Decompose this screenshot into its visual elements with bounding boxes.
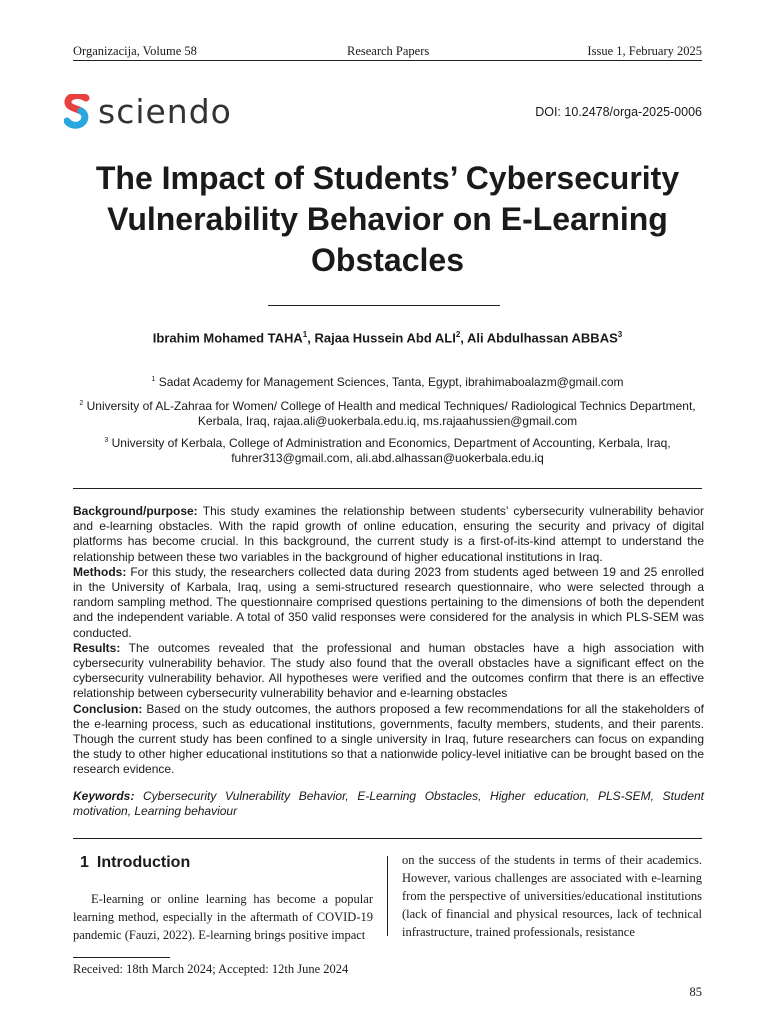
author-separator: ,: [307, 330, 315, 346]
affiliation-text: University of AL-Zahraa for Women/ College of Health and medical Techniques/ Radiological Technics Department, Kerbala, Iraq, rajaa.ali@uokerbala.edu.iq, ms.rajaahussien@gmail.com: [86, 399, 696, 428]
running-header: [73, 44, 702, 60]
abstract-methods: [73, 565, 704, 641]
abstract-text: This study examines the relationship between students’ cybersecurity vulnerability behavior and e-learning obstacles. With the rapid growth of online education, ensuring the security and privacy of digital platforms has become crucial. In this background, the current study is a first-of-its-kind attempt to understand the relationship between these two variables in the background of higher educational institutions in Iraq.: [73, 504, 704, 564]
intro-paragraph-right: on the success of the students in terms of their academics. However, various challenges are associated with e-learning from the perspective of universities/educational institutions (lack of financial and physical resources, lack of technical infrastructure, trained professionals, resistance: [402, 853, 702, 939]
header-rule: [73, 60, 702, 61]
affiliation: [73, 433, 702, 466]
abstract-conclusion: [73, 702, 704, 778]
affiliation-sup: 3: [104, 437, 109, 444]
section-title: Introduction: [96, 854, 191, 871]
section-number: 1: [80, 854, 89, 871]
doi: DOI: 10.2478/orga-2025-0006: [535, 105, 702, 119]
abstract-label: Results:: [73, 640, 121, 655]
affiliation: [73, 372, 702, 390]
abstract-label: Conclusion:: [73, 701, 143, 716]
left-column: [73, 854, 373, 944]
author-name: Rajaa Hussein Abd ALI: [314, 330, 456, 346]
page-number: 85: [689, 985, 702, 999]
author-sup: 3: [617, 330, 623, 339]
abstract-bottom-rule: [73, 838, 702, 839]
logo-wordmark: sciendo: [98, 92, 232, 131]
keywords-label: Keywords:: [73, 789, 135, 803]
sciendo-logo-icon: [64, 94, 90, 130]
affiliation-sup: 1: [151, 376, 156, 383]
column-divider: [387, 856, 388, 936]
author-name: Ibrahim Mohamed TAHA: [152, 330, 303, 346]
affiliation-text: Sadat Academy for Management Sciences, Tanta, Egypt, ibrahimaboalazm@gmail.com: [158, 375, 624, 389]
publisher-logo: [64, 92, 232, 131]
received-dates: Received: 18th March 2024; Accepted: 12th June 2024: [73, 962, 349, 976]
section-heading: [80, 854, 373, 872]
abstract-background: [73, 504, 704, 565]
journal-volume: Organizacija, Volume 58: [73, 44, 197, 58]
issue-date: Issue 1, February 2025: [587, 44, 702, 58]
abstract-text: The outcomes revealed that the professional and human obstacles have a high association with cybersecurity vulnerability behavior. The study also found that the overall obstacles have a significant effect on the cybersecurity vulnerability behavior. All hypotheses were verified and the outcomes confirm that there is an effective relationship between cybersecurity vulnerability behavior and e-learning obstacles: [73, 640, 704, 701]
abstract-text: For this study, the researchers collected data during 2023 from students aged between 19 and 25 enrolled in the University of Karbala, Iraq, using a semi-structured research questionnaire, who were selected through a random sampling method. The questionnaire comprised questions pertaining to the dimensions of both the dependent and the independent variable. A total of 350 valid responses were considered for the analysis in which PLS-SEM was conducted.: [73, 564, 704, 640]
affiliation-sup: 2: [79, 400, 84, 407]
affiliation-text: University of Kerbala, College of Administration and Economics, Department of Accounting, Kerbala, Iraq, fuhrer313@gmail.com, ali.abd.alhassan@uokerbala.edu.iq: [111, 436, 671, 465]
abstract-results: [73, 641, 704, 702]
keywords: [73, 789, 704, 819]
author-name: Ali Abdulhassan ABBAS: [467, 330, 618, 346]
intro-paragraph-left: E-learning or online learning has become a popular learning method, especially in the aftermath of COVID-19 pandemic (Fauzi, 2022). E-learning brings positive impact: [73, 892, 373, 942]
abstract-label: Methods:: [73, 564, 127, 579]
author-sup: 1: [302, 330, 308, 339]
abstract-text: Based on the study outcomes, the authors proposed a few recommendations for all the stakeholders of the e-learning process, such as educational institutions, governments, faculty members, students, and their parents. Though the current study has been confined to a single university in Iraq, future researchers can focus on expanding the study to other higher educational institutions so that a nationwide policy-level initiative can be brought based on the research evidence.: [73, 701, 704, 777]
keywords-text: Cybersecurity Vulnerability Behavior, E-Learning Obstacles, Higher education, PLS-SEM, Student motivation, Learning behaviour: [73, 789, 704, 819]
abstract-top-rule: [73, 488, 702, 489]
author-sup: 2: [455, 330, 461, 339]
abstract-label: Background/purpose:: [73, 504, 198, 518]
abstract: [73, 504, 704, 778]
paper-title: The Impact of Students’ Cybersecurity Vulnerability Behavior on E-Learning Obstacles: [95, 160, 680, 278]
author-list: [73, 330, 702, 345]
section-name: Research Papers: [347, 44, 430, 58]
affiliation: [73, 396, 702, 429]
author-separator: ,: [460, 330, 468, 346]
footnote-rule: [73, 957, 170, 958]
title-rule: [268, 305, 500, 306]
